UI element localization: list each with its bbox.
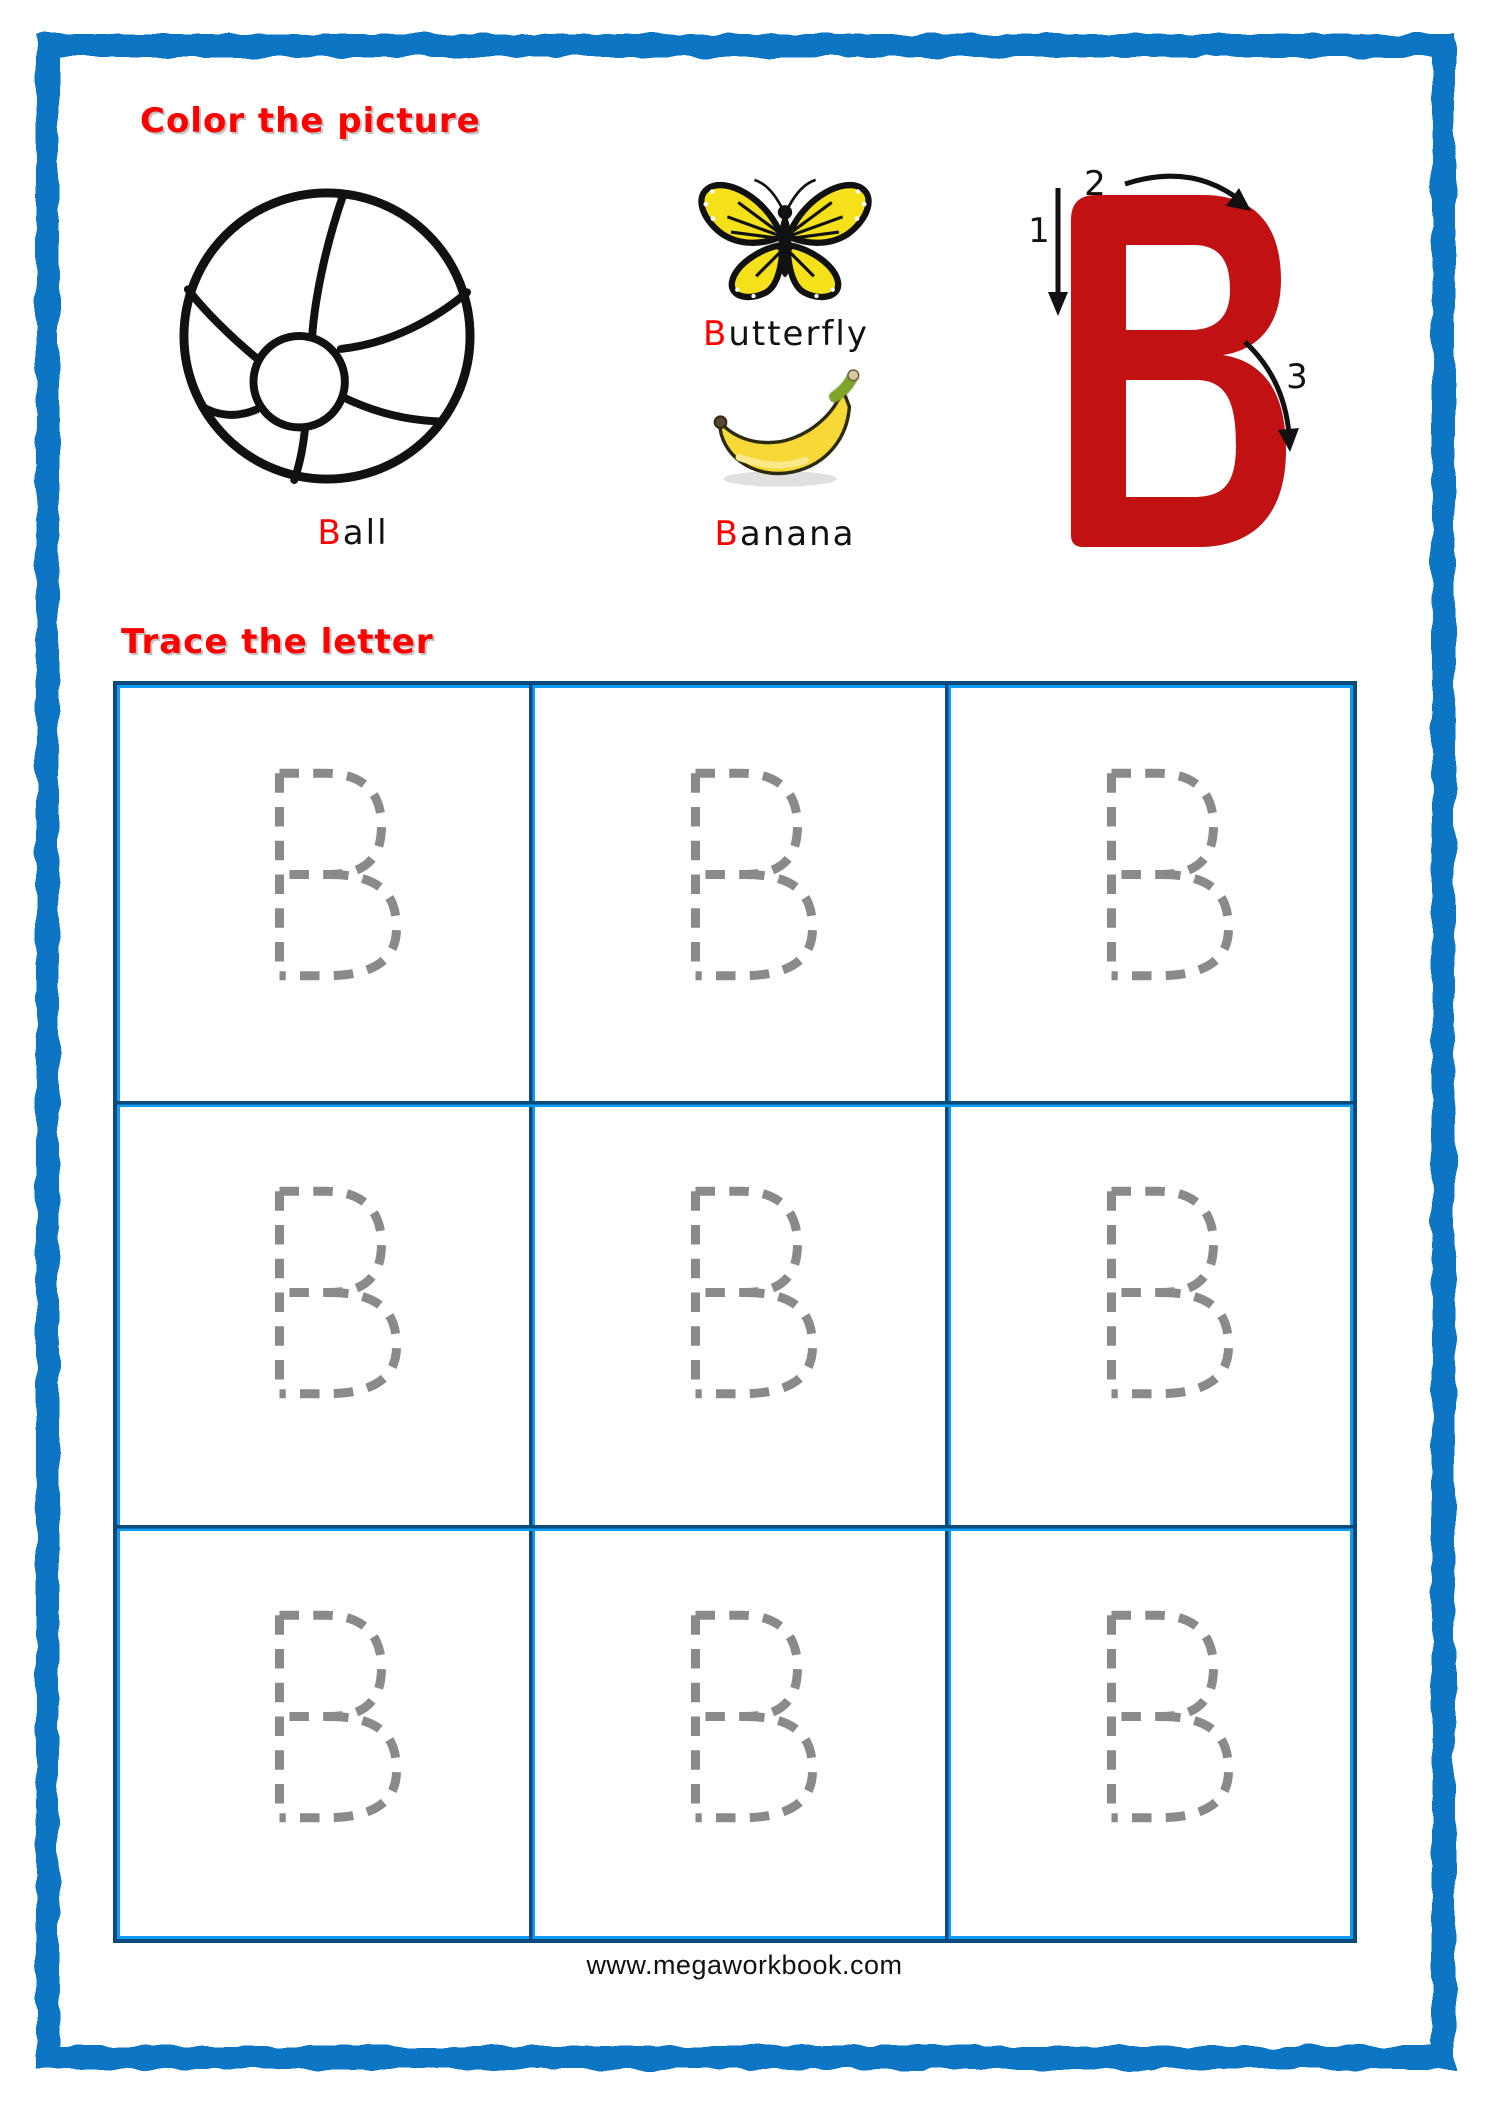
butterfly-picture: [686, 158, 884, 308]
ball-caption-initial: B: [317, 513, 343, 553]
trace-letter-r1c1: [257, 747, 407, 1002]
banana-caption: [655, 514, 915, 554]
guide-letter-shape: [1071, 195, 1286, 547]
trace-letter-r2c1: [257, 1165, 407, 1420]
website-url: www.megaworkbook.com: [586, 1950, 903, 1980]
trace-letter-r3c3: [1089, 1589, 1239, 1844]
color-the-picture-heading: Color the picture: [140, 101, 481, 141]
letter-guide-graphic: [1018, 150, 1330, 562]
banana-caption-initial: B: [714, 514, 740, 554]
butterfly-caption: [656, 314, 916, 354]
grid-horizontal-divider-1: [117, 1101, 1353, 1107]
trace-letter-r1c2: [673, 747, 823, 1002]
ball-caption: [223, 513, 483, 553]
trace-letter-r1c3: [1089, 747, 1239, 1002]
tracing-grid: [113, 681, 1357, 1943]
butterfly-caption-initial: B: [703, 314, 729, 354]
trace-letter-r2c2: [673, 1165, 823, 1420]
butterfly-caption-rest: utterfly: [728, 314, 869, 354]
trace-letter-r3c2: [673, 1589, 823, 1844]
trace-letter-r2c3: [1089, 1165, 1239, 1420]
grid-vertical-divider-2: [945, 685, 951, 1939]
ball-caption-rest: all: [342, 513, 389, 553]
banana-caption-rest: anana: [739, 514, 856, 554]
beach-ball-picture: [178, 186, 476, 486]
trace-letter-r3c1: [257, 1589, 407, 1844]
trace-the-letter-heading: Trace the letter: [121, 622, 434, 662]
grid-vertical-divider-1: [529, 685, 535, 1939]
grid-horizontal-divider-2: [117, 1525, 1353, 1531]
stroke-3-number: 3: [1286, 357, 1308, 397]
stroke-1-number: 1: [1028, 211, 1050, 251]
stroke-2-number: 2: [1084, 164, 1106, 204]
stroke-1-arrow: [1048, 188, 1068, 316]
banana-picture: [700, 366, 866, 496]
